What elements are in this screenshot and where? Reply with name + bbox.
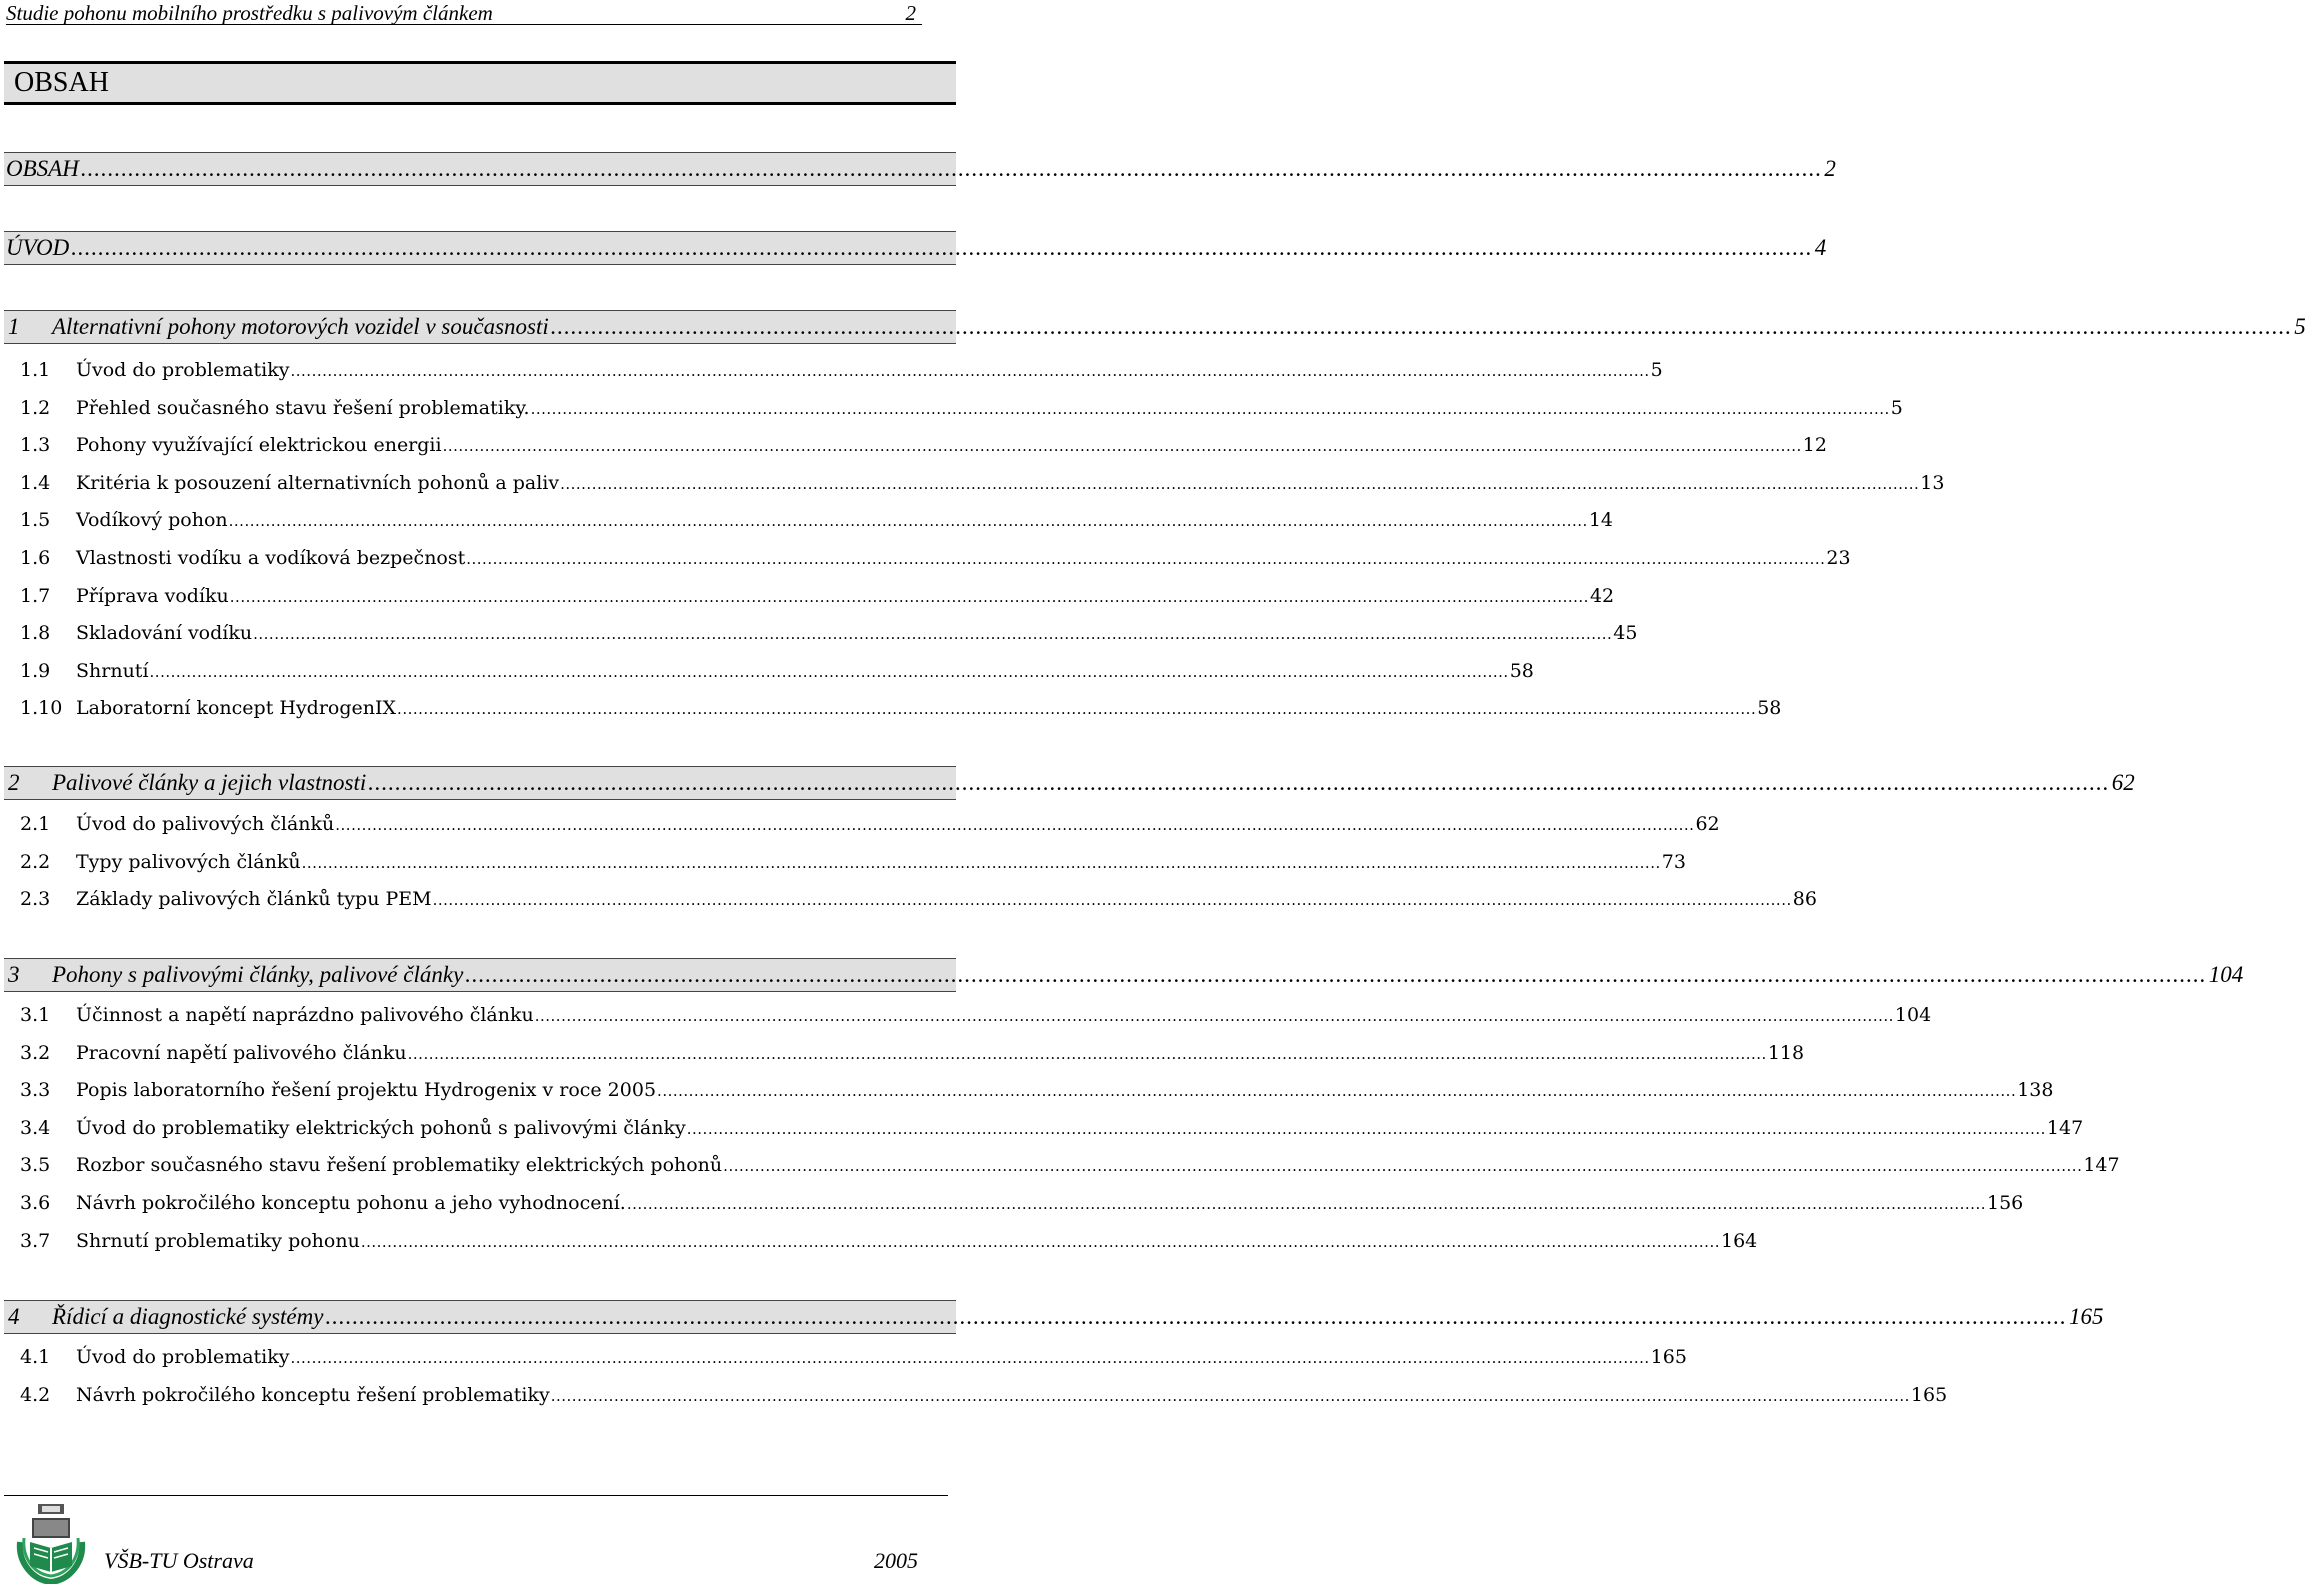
section-title: Shrnutí problematiky pohonu [76, 1229, 360, 1252]
chapter-title: Pohony s palivovými články, palivové články [52, 962, 464, 987]
section-title: Přehled současného stavu řešení problematiky. [76, 396, 530, 419]
section-number: 1.9 [20, 659, 51, 682]
dot-leader: .................................................................................................................................................................................................................................................................. [432, 891, 1792, 910]
dot-leader: .................................................................................................................................................................................................................................................................. [253, 625, 1613, 644]
section-title: Úvod do palivových článků [76, 813, 335, 835]
section-number: 2.2 [20, 850, 51, 873]
page-title: OBSAH [4, 61, 956, 105]
toc-section[interactable] [20, 430, 1827, 460]
section-page: 45 [1613, 622, 1638, 645]
dot-leader: .................................................................................................................................................................................................................................................................. [301, 853, 1661, 872]
toc-section[interactable] [20, 1113, 2084, 1143]
toc-section[interactable] [20, 1150, 2120, 1180]
university-logo-icon [12, 1502, 90, 1584]
chapter-page: 2 [1824, 156, 1836, 181]
footer-institution: VŠB-TU Ostrava [104, 1548, 254, 1573]
document-title: Studie pohonu mobilního prostředku s palivovým článkem [6, 1, 493, 25]
section-number: 1.10 [20, 697, 63, 720]
section-page: 165 [1650, 1346, 1687, 1368]
toc-section[interactable] [20, 1380, 1948, 1410]
toc-section[interactable] [20, 581, 1615, 611]
toc-section[interactable] [20, 1000, 1932, 1030]
section-title: Pohony využívající elektrickou energii [76, 434, 442, 457]
dot-leader: .................................................................................................................................................................................................................................................................. [466, 550, 1826, 568]
section-number: 1.4 [20, 471, 51, 494]
section-page: 12 [1802, 434, 1827, 457]
section-page: 86 [1792, 888, 1817, 911]
section-number: 3.4 [20, 1116, 51, 1139]
section-number: 1.6 [20, 547, 51, 569]
section-page: 147 [2083, 1154, 2120, 1177]
chapter-title: Řídicí a diagnostické systémy [52, 1304, 324, 1329]
toc-section[interactable] [20, 1075, 2054, 1105]
dot-leader: .................................................................................................................................................................................................................................................................. [723, 1157, 2083, 1176]
toc-section[interactable] [20, 884, 1817, 914]
section-page: 5 [1890, 396, 1903, 419]
section-title: Skladování vodíku [76, 622, 253, 645]
dot-leader: .................................................................................................................................................................................................................................................................. [407, 1044, 1767, 1063]
dot-leader: .................................................................................................................................................................................................................................................................. [290, 362, 1650, 380]
section-number: 3.2 [20, 1041, 51, 1064]
chapter-number: 4 [8, 1304, 20, 1329]
dot-leader: .................................................................................................................................................................................................................................................................. [560, 474, 1920, 493]
section-number: 2.1 [20, 813, 51, 835]
toc-chapter[interactable] [4, 152, 1836, 186]
section-number: 3.5 [20, 1154, 51, 1177]
toc-section[interactable] [20, 1038, 1805, 1068]
section-number: 1.5 [20, 509, 51, 532]
dot-leader: .................................................................................................................................................................................................................................................................. [657, 1082, 2017, 1101]
chapter-number: 1 [8, 314, 20, 339]
section-page: 104 [1894, 1004, 1932, 1026]
section-number: 1.1 [20, 359, 51, 381]
toc-section[interactable] [20, 543, 1851, 573]
section-page: 118 [1767, 1041, 1805, 1064]
toc-chapter[interactable] [4, 1300, 2104, 1334]
section-page: 164 [1721, 1229, 1758, 1252]
chapter-number: 3 [8, 962, 20, 987]
section-title: Vlastnosti vodíku a vodíková bezpečnost [76, 547, 466, 569]
section-title: Laboratorní koncept HydrogenIX [76, 697, 397, 720]
toc-chapter[interactable] [4, 310, 2306, 344]
toc-section[interactable] [20, 1342, 1687, 1372]
toc-section[interactable] [20, 847, 1686, 877]
chapter-title: OBSAH [6, 156, 79, 181]
section-page: 58 [1757, 697, 1782, 720]
section-page: 138 [2017, 1079, 2054, 1102]
chapter-page: 62 [2111, 770, 2135, 795]
section-number: 3.7 [20, 1229, 51, 1252]
toc-chapter[interactable] [4, 766, 2135, 800]
section-page: 147 [2046, 1116, 2084, 1139]
section-page: 14 [1588, 509, 1613, 532]
section-title: Shrnutí [76, 659, 149, 682]
chapter-page: 165 [2068, 1304, 2104, 1329]
section-number: 4.2 [20, 1383, 51, 1406]
section-title: Vodíkový pohon [76, 509, 228, 532]
toc-section[interactable] [20, 693, 1782, 723]
toc-section[interactable] [20, 468, 1945, 498]
section-title: Popis laboratorního řešení projektu Hydrogenix v roce 2005 [76, 1079, 657, 1102]
section-page: 62 [1695, 813, 1720, 835]
section-number: 3.3 [20, 1079, 51, 1102]
chapter-page: 4 [1814, 235, 1827, 260]
section-title: Rozbor současného stavu řešení problematiky elektrických pohonů [76, 1154, 723, 1177]
section-page: 23 [1826, 547, 1851, 569]
toc-section[interactable] [20, 505, 1613, 535]
section-page: 73 [1661, 850, 1686, 873]
section-number: 1.7 [20, 584, 51, 607]
toc-section[interactable] [20, 656, 1534, 686]
dot-leader: .................................................................................................................................................................................................................................................................. [290, 1349, 1650, 1367]
toc-chapter[interactable] [4, 231, 1827, 265]
dot-leader: .................................................................................................................................................................................................................................................................. [550, 314, 2293, 339]
dot-leader: .................................................................................................................................................................................................................................................................. [368, 770, 2110, 795]
chapter-page: 5 [2294, 314, 2306, 339]
dot-leader: .................................................................................................................................................................................................................................................................. [534, 1007, 1894, 1025]
dot-leader: .................................................................................................................................................................................................................................................................. [530, 399, 1890, 418]
section-number: 1.2 [20, 396, 51, 419]
section-number: 3.1 [20, 1004, 51, 1026]
section-number: 2.3 [20, 888, 51, 911]
chapter-page: 104 [2208, 962, 2244, 987]
toc-section[interactable] [20, 618, 1638, 648]
dot-leader: .................................................................................................................................................................................................................................................................. [149, 662, 1509, 681]
section-title: Typy palivových článků [76, 850, 301, 873]
dot-leader: .................................................................................................................................................................................................................................................................. [686, 1119, 2046, 1138]
toc-section[interactable] [20, 809, 1720, 839]
section-number: 4.1 [20, 1346, 51, 1368]
footer-divider [4, 1495, 948, 1496]
section-title: Úvod do problematiky elektrických pohonů s palivovými články [76, 1116, 686, 1139]
section-page: 165 [1910, 1383, 1948, 1406]
dot-leader: .................................................................................................................................................................................................................................................................. [465, 962, 2207, 987]
section-number: 3.6 [20, 1192, 51, 1214]
section-title: Návrh pokročilého konceptu pohonu a jeho vyhodnocení. [76, 1192, 626, 1214]
footer-year: 2005 [874, 1548, 918, 1573]
toc-section[interactable] [20, 355, 1663, 385]
toc-chapter[interactable] [4, 958, 2244, 992]
dot-leader: .................................................................................................................................................................................................................................................................. [335, 816, 1695, 834]
page-number: 2 [905, 1, 916, 25]
section-page: 42 [1589, 584, 1615, 607]
section-title: Základy palivových článků typu PEM [76, 888, 432, 911]
section-number: 1.8 [20, 622, 51, 645]
section-title: Pracovní napětí palivového článku [76, 1041, 407, 1064]
dot-leader: .................................................................................................................................................................................................................................................................. [550, 1386, 1910, 1405]
section-title: Návrh pokročilého konceptu řešení problematiky [76, 1383, 550, 1406]
section-title: Úvod do problematiky [76, 359, 290, 381]
toc-section[interactable] [20, 393, 1903, 423]
section-page: 58 [1509, 659, 1534, 682]
dot-leader: .................................................................................................................................................................................................................................................................. [80, 156, 1823, 181]
dot-leader: .................................................................................................................................................................................................................................................................. [442, 437, 1802, 456]
section-page: 5 [1650, 359, 1663, 381]
toc-section[interactable] [20, 1188, 2024, 1218]
chapter-number: 2 [8, 770, 20, 795]
dot-leader: .................................................................................................................................................................................................................................................................. [626, 1195, 1986, 1213]
toc-section[interactable] [20, 1226, 1758, 1256]
section-title: Kritéria k posouzení alternativních pohonů a paliv [76, 471, 560, 494]
section-title: Úvod do problematiky [76, 1346, 290, 1368]
section-page: 156 [1986, 1192, 2024, 1214]
chapter-title: Palivové články a jejich vlastnosti [52, 770, 367, 795]
chapter-title: ÚVOD [6, 235, 70, 260]
dot-leader: .................................................................................................................................................................................................................................................................. [228, 512, 1588, 531]
dot-leader: .................................................................................................................................................................................................................................................................. [360, 1232, 1720, 1251]
dot-leader: .................................................................................................................................................................................................................................................................. [71, 235, 1813, 260]
dot-leader: .................................................................................................................................................................................................................................................................. [229, 587, 1589, 606]
dot-leader: .................................................................................................................................................................................................................................................................. [397, 700, 1757, 719]
dot-leader: .................................................................................................................................................................................................................................................................. [325, 1304, 2067, 1329]
section-page: 13 [1920, 471, 1945, 494]
section-title: Příprava vodíku [76, 584, 229, 607]
section-number: 1.3 [20, 434, 51, 457]
section-title: Účinnost a napětí naprázdno palivového článku [76, 1004, 534, 1026]
chapter-title: Alternativní pohony motorových vozidel v současnosti [52, 314, 549, 339]
